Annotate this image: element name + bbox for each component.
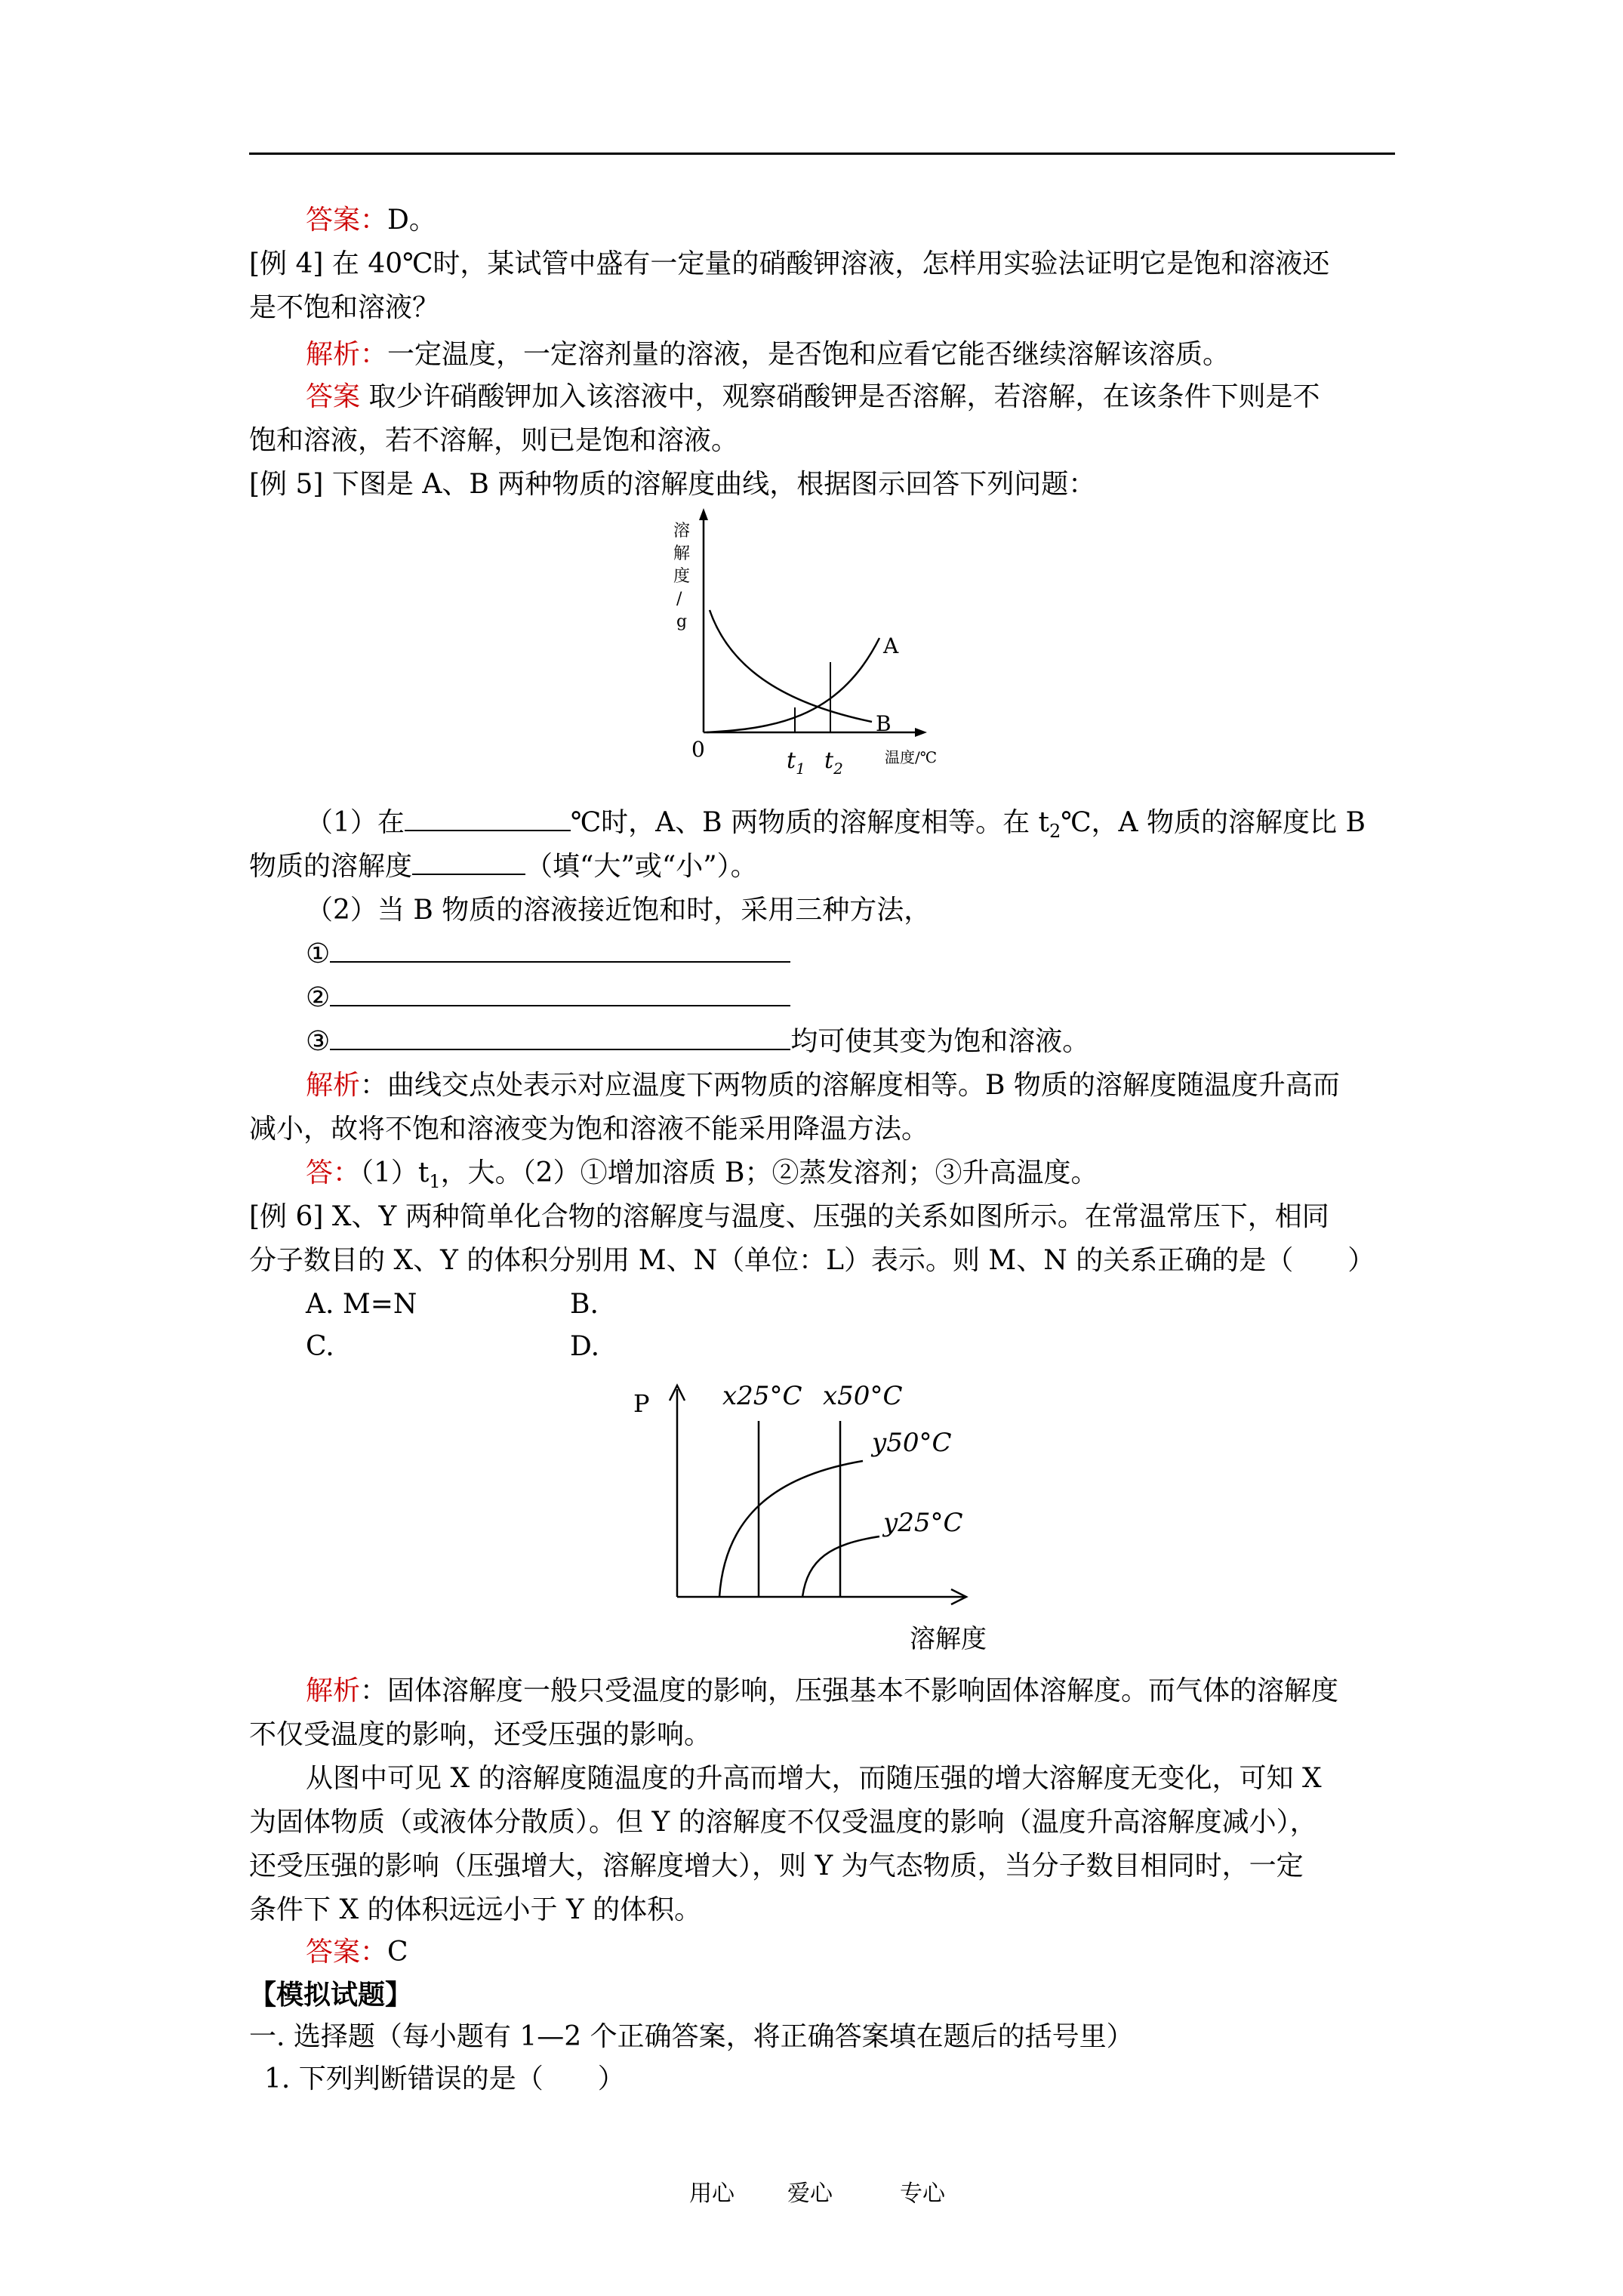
answer-blank[interactable] xyxy=(405,807,571,831)
ex5-q2-method3: ③ 均可使其变为饱和溶液。 xyxy=(306,1026,1090,1057)
ex4-question-cont: 是不饱和溶液？ xyxy=(249,292,440,323)
ylabel-char: / xyxy=(676,590,682,609)
question-1: 1. 下列判断错误的是（ ） xyxy=(264,2063,625,2094)
footer-item: 专心 xyxy=(900,2180,945,2207)
option-b[interactable]: B. xyxy=(570,1289,599,1320)
y25-label: y25°C xyxy=(883,1508,963,1538)
ex4-answer: 答案 取少许硝酸钾加入该溶液中，观察硝酸钾是否溶解，若溶解，在该条件下则是不 xyxy=(306,381,1320,412)
answer-label: 答案： xyxy=(306,1937,388,1968)
ex5-q2-method2: ② xyxy=(306,982,790,1015)
x25-label: x25°C xyxy=(722,1381,802,1411)
ex6-question: [例 6] X、Y 两种简单化合物的溶解度与温度、压强的关系如图所示。在常温常压下，相同 xyxy=(249,1201,1329,1232)
footer-item: 爱心 xyxy=(787,2180,833,2207)
ex6-answer: 答案：C xyxy=(306,1937,408,1968)
ex5-analysis: 解析：曲线交点处表示对应温度下两物质的溶解度相等。B 物质的溶解度随温度升高而 xyxy=(306,1070,1340,1101)
ex5-answer: 答：$(1)t_1$，大。（2）①增加溶质 B；②蒸发溶剂；③升高温度。 xyxy=(306,1157,1098,1193)
y50-curve xyxy=(719,1461,863,1597)
header-rule xyxy=(249,153,1395,155)
analysis-label: 解析 xyxy=(306,1070,361,1101)
ex6-question-cont: 分子数目的 X、Y 的体积分别用 M、N（单位：L）表示。则 M、N 的关系正确的是（ ） xyxy=(249,1245,1375,1276)
ex5-q1-line2: 物质的溶解度 （填“大”或“小”）。 xyxy=(249,851,758,882)
ex5-analysis-cont: 减小，故将不饱和溶液变为饱和溶液不能采用降温方法。 xyxy=(249,1114,929,1145)
figure1-y-label xyxy=(673,522,690,631)
x50-label: x50°C xyxy=(823,1381,903,1411)
answer-blank[interactable] xyxy=(330,1026,790,1050)
y-axis-arrow xyxy=(699,508,708,520)
solubility-curve-figure xyxy=(657,502,974,789)
footer xyxy=(689,2177,735,2211)
y50-label: y50°C xyxy=(872,1428,952,1458)
section-title: 【模拟试题】 xyxy=(249,1979,413,2011)
curve-b-label: B xyxy=(876,711,892,736)
ex6-paragraph-line4: 条件下 X 的体积远远小于 Y 的体积。 xyxy=(249,1894,702,1925)
ex4-answer-cont: 饱和溶液，若不溶解，则已是饱和溶液。 xyxy=(249,425,739,456)
footer xyxy=(900,2177,945,2211)
ex5-question: [例 5] 下图是 A、B 两种物质的溶解度曲线，根据图示回答下列问题： xyxy=(249,469,1096,500)
footer-item: 用心 xyxy=(689,2180,735,2207)
option-a[interactable]: A. M=N xyxy=(306,1289,417,1320)
x-axis-label: 溶解度 xyxy=(910,1624,987,1654)
analysis-label: 解析 xyxy=(306,1675,361,1706)
option-c[interactable]: C. xyxy=(306,1331,334,1362)
t1-label: $t_1$ xyxy=(787,747,805,778)
answer-label: 答案： xyxy=(306,205,388,236)
answer-label: 答： xyxy=(306,1157,361,1188)
ex4-question: [例 4] 在 40℃时，某试管中盛有一定量的硝酸钾溶液，怎样用实验法证明它是饱和溶液还 xyxy=(249,248,1330,279)
ex6-analysis: 解析：固体溶解度一般只受温度的影响，压强基本不影响固体溶解度。而气体的溶解度 xyxy=(306,1675,1339,1706)
section-instructions: 一. 选择题（每小题有 1—2 个正确答案，将正确答案填在题后的括号里） xyxy=(249,2021,1134,2052)
curve-a-label: A xyxy=(883,633,899,658)
answer-label: 答案 xyxy=(306,381,361,412)
ex5-q1-line1: （1）在 ℃时，A、B 两物质的溶解度相等。在 $t_2℃$，A 物质的溶解度比 B xyxy=(306,807,1366,843)
x-axis-label: 温度/℃ xyxy=(885,748,938,766)
analysis-label: 解析： xyxy=(306,339,388,370)
ylabel-char: 溶 xyxy=(673,522,691,541)
answer-blank[interactable] xyxy=(330,938,790,963)
ylabel-char: g xyxy=(676,612,688,631)
t2-label: $t_2$ xyxy=(824,747,843,778)
ex6-paragraph-line3: 还受压强的影响（压强增大，溶解度增大），则 Y 为气态物质，当分子数目相同时，一定 xyxy=(249,1851,1304,1881)
origin-label: 0 xyxy=(691,737,705,762)
p-axis-label: P xyxy=(633,1389,650,1418)
ylabel-char: 解 xyxy=(673,544,691,563)
ex5-q2: （2）当 B 物质的溶液接近饱和时，采用三种方法， xyxy=(306,895,932,926)
x-axis-arrow xyxy=(915,728,927,737)
answer-blank[interactable] xyxy=(412,851,525,875)
ex6-analysis-cont: 不仅受温度的影响，还受压强的影响。 xyxy=(249,1719,712,1750)
ex4-analysis: 解析：一定温度，一定溶剂量的溶液，是否饱和应看它能否继续溶解该溶质。 xyxy=(306,339,1230,370)
answer-blank[interactable] xyxy=(330,982,790,1006)
ex5-q2-method1: ① xyxy=(306,938,790,971)
ex6-paragraph-line2: 为固体物质（或液体分散质）。但 Y 的溶解度不仅受温度的影响（温度升高溶解度减小）， xyxy=(249,1807,1317,1838)
option-d[interactable]: D. xyxy=(570,1331,600,1362)
pressure-solubility-figure xyxy=(623,1367,1030,1661)
ex6-paragraph-line1: 从图中可见 X 的溶解度随温度的升高而增大，而随压强的增大溶解度无变化，可知 X xyxy=(306,1763,1322,1794)
footer xyxy=(787,2177,833,2211)
curve-b xyxy=(710,610,872,722)
ylabel-char: 度 xyxy=(673,567,691,586)
ex3-answer: 答案：D。 xyxy=(306,205,436,236)
